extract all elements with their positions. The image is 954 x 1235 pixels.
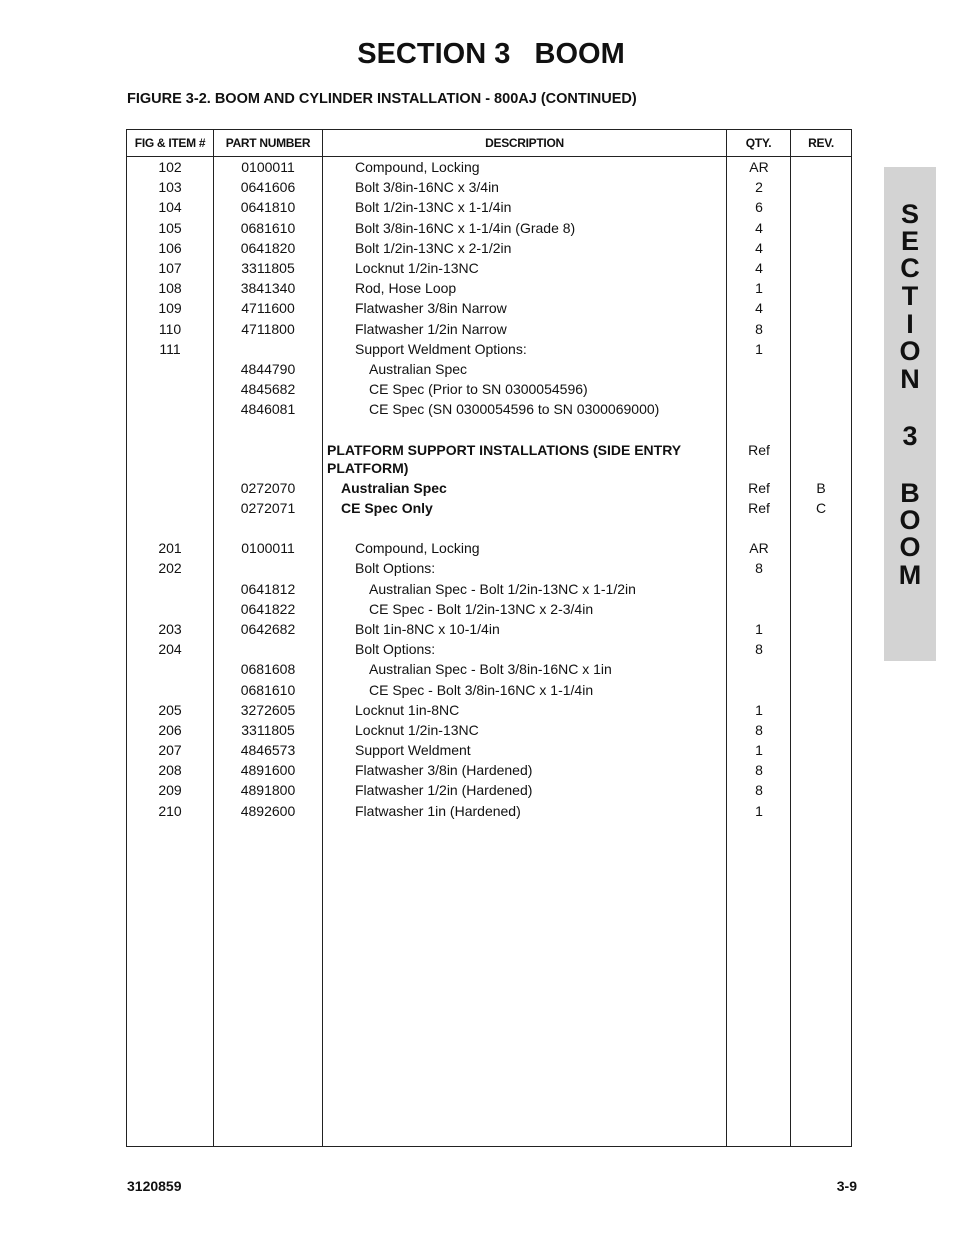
description: Bolt Options: <box>355 560 436 577</box>
table-row <box>127 538 851 558</box>
quantity: 4 <box>755 219 763 236</box>
description: Bolt Options: <box>355 641 436 658</box>
table-row <box>127 558 851 578</box>
table-row <box>127 218 851 238</box>
quantity: Ref <box>748 441 770 458</box>
quantity: 1 <box>755 701 763 718</box>
item-number: 107 <box>158 259 182 276</box>
item-number: 105 <box>158 219 182 236</box>
document-number: 3120859 <box>127 1178 182 1194</box>
page-number: 3-9 <box>836 1178 857 1194</box>
description: PLATFORM SUPPORT INSTALLATIONS (SIDE ENTRY PLATFORM) <box>327 441 681 476</box>
quantity: 1 <box>755 340 763 357</box>
description: Australian Spec - Bolt 1/2in-13NC x 1-1/2in <box>369 580 636 597</box>
table-body <box>127 157 851 821</box>
part-number: 4891800 <box>240 782 296 799</box>
side-tab-letter: C <box>900 253 920 283</box>
revision: C <box>815 499 827 516</box>
table-row <box>127 801 851 821</box>
table-spacer-row <box>127 419 851 439</box>
item-number: 207 <box>158 742 182 759</box>
table-row <box>127 639 851 659</box>
quantity: Ref <box>748 479 770 496</box>
item-number: 201 <box>158 540 182 557</box>
quantity: 8 <box>755 641 763 658</box>
description: Support Weldment Options: <box>355 340 527 357</box>
item-number: 111 <box>159 340 181 357</box>
description: Bolt 3/8in-16NC x 3/4in <box>355 179 499 196</box>
part-number: 0641812 <box>240 580 296 597</box>
table-row <box>127 680 851 700</box>
quantity: 8 <box>755 721 763 738</box>
description: Locknut 1/2in-13NC <box>355 259 479 276</box>
quantity: 4 <box>755 239 763 256</box>
quantity: 1 <box>755 280 763 297</box>
table-row <box>127 258 851 278</box>
table-row <box>127 780 851 800</box>
part-number: 0641810 <box>240 199 296 216</box>
description: Bolt 3/8in-16NC x 1-1/4in (Grade 8) <box>355 219 576 236</box>
part-number: 3311805 <box>241 259 295 276</box>
side-tab-letter: S <box>900 199 919 229</box>
quantity: AR <box>749 159 769 175</box>
table-row <box>127 579 851 599</box>
table-row <box>127 298 851 318</box>
figure-title: FIGURE 3-2. BOOM AND CYLINDER INSTALLATION - 800AJ (CONTINUED) <box>127 91 637 107</box>
description: Flatwasher 3/8in Narrow <box>355 300 507 317</box>
side-tab-letter: I <box>906 309 914 339</box>
table-row <box>127 157 851 177</box>
part-number: 0641822 <box>240 600 296 617</box>
quantity: 1 <box>755 802 763 819</box>
part-number: 3841340 <box>240 280 296 297</box>
table-row <box>127 339 851 359</box>
item-number: 208 <box>158 762 182 779</box>
part-number: 4891600 <box>240 762 296 779</box>
quantity: 6 <box>755 199 763 216</box>
table-row <box>127 659 851 679</box>
table-row <box>127 619 851 639</box>
table-row <box>127 399 851 419</box>
item-number: 109 <box>158 300 182 317</box>
description: CE Spec - Bolt 3/8in-16NC x 1-1/4in <box>369 681 594 698</box>
description: CE Spec (Prior to SN 0300054596) <box>369 381 588 398</box>
description: Flatwasher 3/8in (Hardened) <box>355 762 533 779</box>
item-number: 104 <box>158 199 182 216</box>
quantity: 8 <box>755 762 763 779</box>
description: Locknut 1/2in-13NC <box>355 721 479 738</box>
section-side-tab <box>884 167 936 661</box>
header-qty: QTY. <box>745 136 772 150</box>
table-spacer-row <box>127 518 851 538</box>
part-number: 4846573 <box>240 742 296 759</box>
table-row <box>127 319 851 339</box>
table-row <box>127 599 851 619</box>
quantity: AR <box>749 540 769 557</box>
item-number: 102 <box>158 159 182 175</box>
part-number: 0272070 <box>240 479 296 496</box>
item-number: 205 <box>158 701 182 718</box>
part-number: 4844790 <box>240 360 296 377</box>
quantity: 8 <box>755 782 763 799</box>
description: CE Spec Only <box>341 499 433 516</box>
table-row <box>127 177 851 197</box>
parts-table <box>126 129 852 1147</box>
description: Flatwasher 1in (Hardened) <box>355 802 521 819</box>
side-tab-letter: M <box>898 560 922 590</box>
table-row <box>127 379 851 399</box>
item-number: 206 <box>158 721 182 738</box>
part-number: 0681610 <box>240 219 296 236</box>
table-row <box>127 197 851 217</box>
part-number: 0100011 <box>241 159 295 175</box>
side-tab-letter: E <box>900 226 919 256</box>
description: Australian Spec <box>369 360 468 377</box>
section-title: SECTION 3 BOOM <box>357 38 625 70</box>
description: CE Spec (SN 0300054596 to SN 0300069000) <box>369 401 660 418</box>
table-row <box>127 740 851 760</box>
description: Bolt 1in-8NC x 10-1/4in <box>355 620 500 637</box>
side-tab-letter: 3 <box>902 421 918 451</box>
side-tab-letter: T <box>901 281 919 311</box>
quantity: 1 <box>755 620 763 637</box>
header-rev: REV. <box>808 136 834 150</box>
quantity: 8 <box>755 320 763 337</box>
quantity: 4 <box>755 300 763 317</box>
quantity: 2 <box>755 179 763 196</box>
part-number: 0681608 <box>240 661 296 678</box>
header-part-number: PART NUMBER <box>225 136 311 150</box>
side-tab-letter: O <box>899 336 921 366</box>
description: Locknut 1in-8NC <box>355 701 460 718</box>
description: Bolt 1/2in-13NC x 2-1/2in <box>355 239 512 256</box>
table-row <box>127 720 851 740</box>
item-number: 203 <box>158 620 182 637</box>
table-row <box>127 498 851 518</box>
side-tab-letter: N <box>900 364 920 394</box>
part-number: 0272071 <box>240 499 296 516</box>
quantity: Ref <box>748 499 770 516</box>
item-number: 202 <box>158 560 182 577</box>
description: Australian Spec <box>341 479 447 496</box>
description: Support Weldment <box>355 742 471 759</box>
part-number: 4892600 <box>240 802 296 819</box>
side-tab-letter: B <box>900 478 920 508</box>
quantity: 1 <box>755 742 763 759</box>
header-description: DESCRIPTION <box>485 136 564 150</box>
description: Australian Spec - Bolt 3/8in-16NC x 1in <box>369 661 612 678</box>
part-number: 0641606 <box>240 179 296 196</box>
description: Flatwasher 1/2in Narrow <box>355 320 507 337</box>
table-row <box>127 359 851 379</box>
side-tab-letter: O <box>899 532 921 562</box>
part-number: 3311805 <box>241 721 295 738</box>
table-row <box>127 700 851 720</box>
part-number: 4711800 <box>241 320 295 337</box>
table-row <box>127 238 851 258</box>
quantity: 8 <box>755 560 763 577</box>
description: Bolt 1/2in-13NC x 1-1/4in <box>355 199 512 216</box>
part-number: 0641820 <box>240 239 296 256</box>
table-row <box>127 760 851 780</box>
quantity: 4 <box>755 259 763 276</box>
table-row <box>127 440 851 478</box>
part-number: 4711600 <box>241 300 295 317</box>
item-number: 204 <box>158 641 182 658</box>
part-number: 4846081 <box>240 401 296 418</box>
revision: B <box>816 479 826 496</box>
part-number: 0100011 <box>241 540 295 557</box>
item-number: 106 <box>158 239 182 256</box>
description: Compound, Locking <box>355 540 480 557</box>
table-row <box>127 278 851 298</box>
description: CE Spec - Bolt 1/2in-13NC x 2-3/4in <box>369 600 594 617</box>
side-tab-letter: O <box>899 505 921 535</box>
item-number: 210 <box>158 802 182 819</box>
part-number: 0681610 <box>240 681 296 698</box>
item-number: 209 <box>158 782 182 799</box>
header-item: FIG & ITEM # <box>134 136 206 150</box>
part-number: 4845682 <box>240 381 296 398</box>
description: Flatwasher 1/2in (Hardened) <box>355 782 533 799</box>
item-number: 103 <box>158 179 182 196</box>
item-number: 110 <box>158 320 182 337</box>
item-number: 108 <box>158 280 182 297</box>
table-row <box>127 478 851 498</box>
part-number: 3272605 <box>240 701 296 718</box>
part-number: 0642682 <box>240 620 296 637</box>
description: Compound, Locking <box>355 159 480 175</box>
description: Rod, Hose Loop <box>355 280 457 297</box>
